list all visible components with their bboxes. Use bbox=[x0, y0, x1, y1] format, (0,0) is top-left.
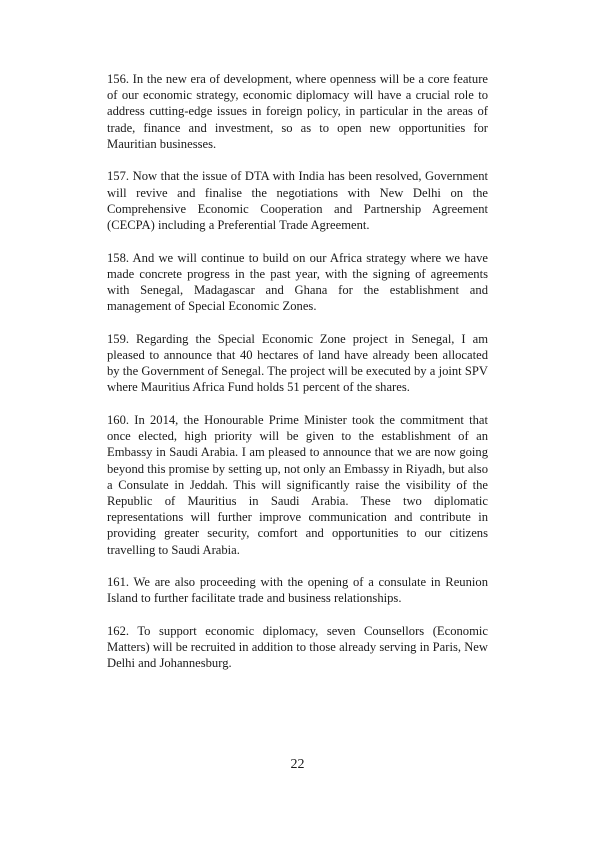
paragraph-157: 157. Now that the issue of DTA with India has been resolved, Government will revive and finalise the negotiations with New Delhi on the Comprehensive Economic Cooperation and Partnership Agreement (CECPA) including a Preferential Trade Agreement. bbox=[107, 169, 488, 233]
paragraph-158: 158. And we will continue to build on our Africa strategy where we have made concrete progress in the past year, with the signing of agreements with Senegal, Madagascar and Ghana for the establishment and management of Special Economic Zones. bbox=[107, 250, 488, 314]
paragraph-159: 159. Regarding the Special Economic Zone project in Senegal, I am pleased to announce that 40 hectares of land have already been allocated by the Government of Senegal. The project will be executed by a joint SPV where Mauritius Africa Fund holds 51 percent of the shares. bbox=[107, 331, 488, 395]
paragraph-160: 160. In 2014, the Honourable Prime Minister took the commitment that once elected, high priority will be given to the establishment of an Embassy in Saudi Arabia. I am pleased to announce that we are now going beyond this promise by setting up, not only an Embassy in Riyadh, but also a Consulate in Jeddah. This will significantly raise the visibility of the Republic of Mauritius in Saudi Arabia. These two diplomatic representations will further improve communication and contribute in providing greater security, comfort and opportunities to our citizens travelling to Saudi Arabia. bbox=[107, 413, 488, 557]
paragraph-161: 161. We are also proceeding with the opening of a consulate in Reunion Island to further facilitate trade and business relationships. bbox=[107, 575, 488, 606]
page-number: 22 bbox=[290, 757, 305, 772]
paragraph-162: 162. To support economic diplomacy, seven Counsellors (Economic Matters) will be recruited in addition to those already serving in Paris, New Delhi and Johannesburg. bbox=[107, 624, 488, 671]
page-body bbox=[107, 71, 488, 688]
paragraph-156: 156. In the new era of development, where openness will be a core feature of our economic strategy, economic diplomacy will have a crucial role to address cutting-edge issues in foreign policy, in particular in the areas of trade, finance and investment, so as to open new opportunities for Mauritian businesses. bbox=[107, 72, 488, 151]
